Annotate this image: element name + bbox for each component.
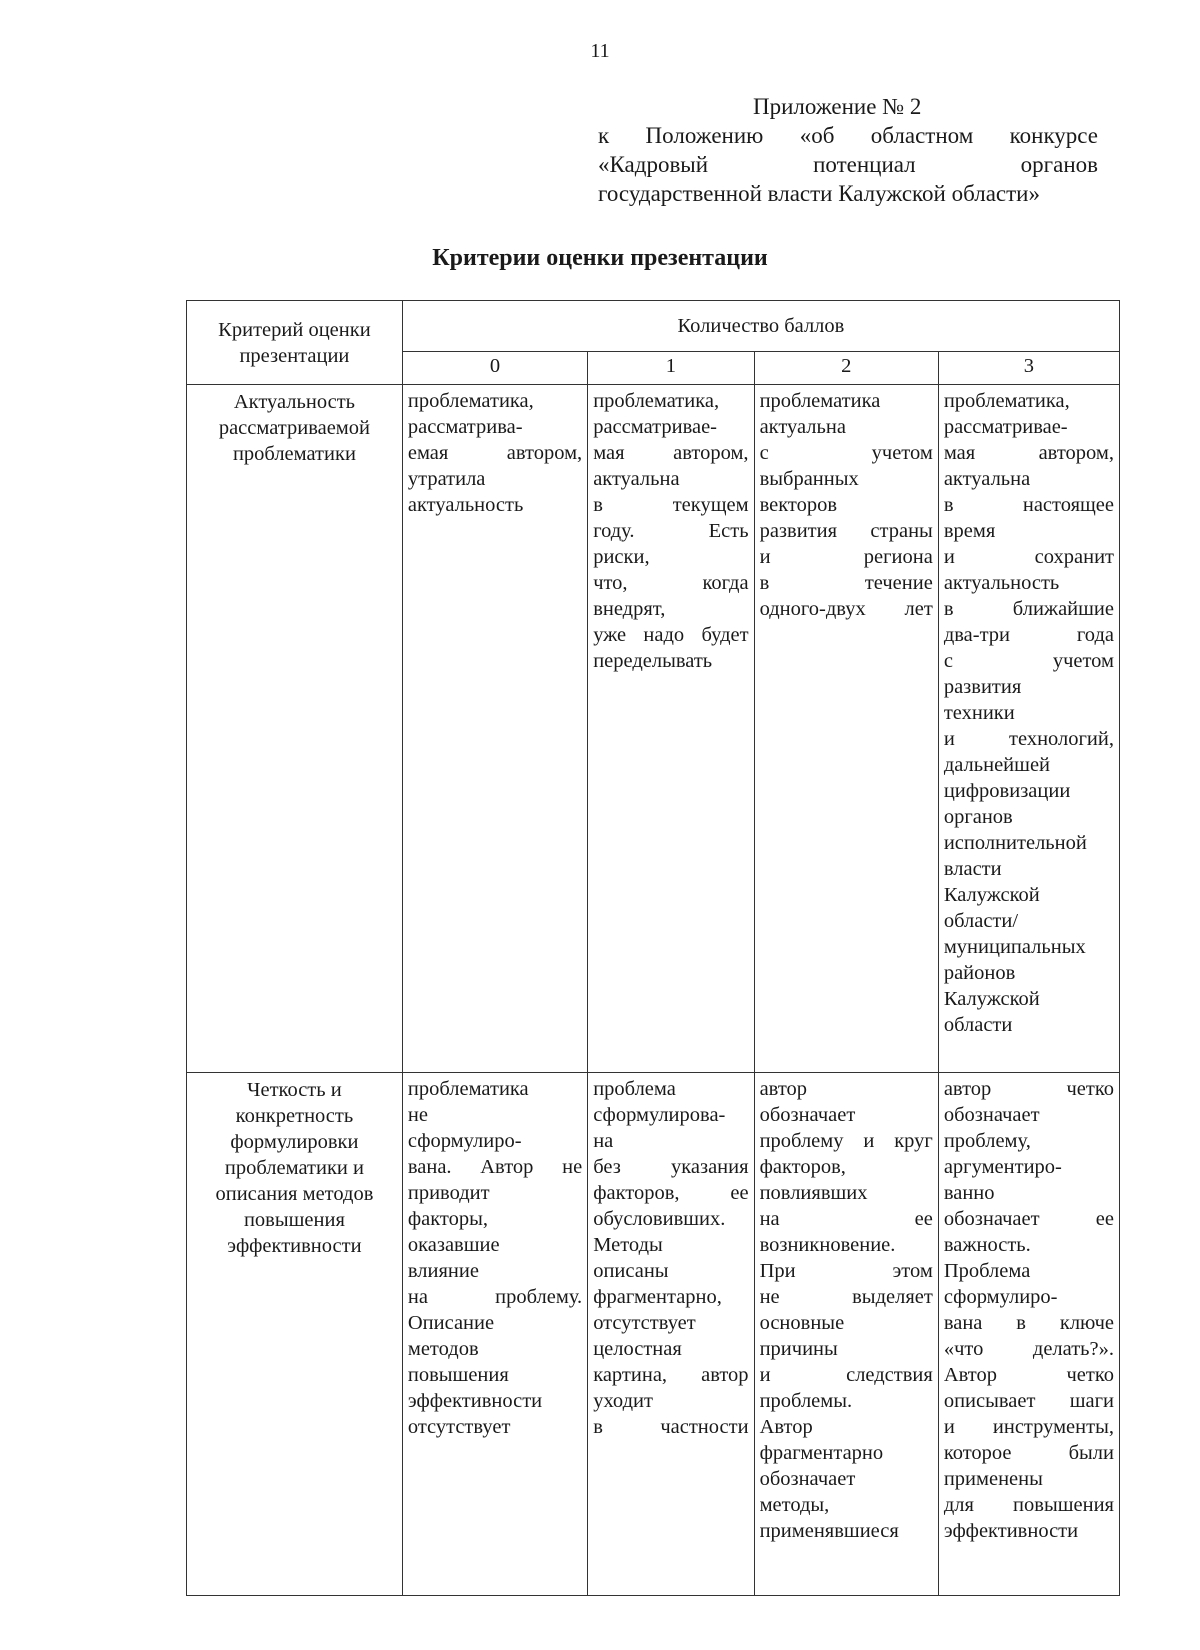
description-line: Описание: [407, 1312, 495, 1334]
description-line: власти: [943, 858, 1002, 880]
description-line: актуальна: [593, 468, 680, 490]
table-row: [187, 1073, 1120, 1596]
description-line: рассматривае-: [943, 416, 1068, 438]
description-line: эффективности: [407, 1390, 543, 1412]
description-line: одного-двух лет: [759, 598, 933, 620]
description-line: Автор: [759, 1416, 813, 1438]
score-0-description: [402, 1073, 587, 1596]
description-line: фрагментарно: [759, 1442, 884, 1464]
description-line: обусловивших.: [593, 1208, 726, 1230]
description-line: рассматривае-: [593, 416, 717, 438]
description-line: ванно: [943, 1182, 995, 1204]
description-line: сформулиро-: [943, 1286, 1058, 1308]
description-line: векторов: [759, 494, 838, 516]
description-line: проблематика,: [407, 390, 534, 412]
score-header: 2: [754, 352, 938, 385]
description-line: без указания: [593, 1156, 749, 1178]
description-line: проблематика: [407, 1078, 529, 1100]
description-line: и следствия: [759, 1364, 933, 1386]
description-line: проблематика,: [943, 390, 1070, 412]
description-line: не выделяет: [759, 1286, 933, 1308]
appendix-line: государственной власти Калужской области»: [598, 181, 1040, 206]
description-line: области: [943, 1014, 1013, 1036]
description-line: техники: [943, 702, 1015, 724]
description-line: в ближайшие: [943, 598, 1114, 620]
description-line: внедрят,: [593, 598, 666, 620]
description-line: в частности: [593, 1416, 749, 1438]
score-header: 1: [588, 352, 754, 385]
description-line: районов: [943, 962, 1016, 984]
description-line: обозначает ее: [943, 1208, 1114, 1230]
description-line: цифровизации: [943, 780, 1071, 802]
score-header: 3: [938, 352, 1119, 385]
description-line: вана. Автор не: [407, 1156, 583, 1178]
score-0-description: [402, 385, 587, 1073]
description-line: актуальность: [407, 494, 524, 516]
appendix-line: к Положению «об областном конкурсе: [598, 123, 1098, 148]
points-header: Количество баллов: [402, 301, 1119, 352]
description-line: рассматрива-: [407, 416, 523, 438]
description-line: риски,: [593, 546, 650, 568]
description-line: актуальность: [943, 572, 1060, 594]
description-line: При этом: [759, 1260, 933, 1282]
description-line: сформулирова-: [593, 1104, 726, 1126]
description-line: автор четко: [943, 1078, 1114, 1100]
description-line: которое были: [943, 1442, 1114, 1464]
description-line: фрагментарно,: [593, 1286, 722, 1308]
description-line: актуальна: [759, 416, 846, 438]
page-number: 11: [590, 40, 610, 62]
description-line: Методы: [593, 1234, 663, 1256]
score-3-description: [938, 1073, 1119, 1596]
description-line: и инструменты,: [943, 1416, 1114, 1438]
description-line: описывает шаги: [943, 1390, 1114, 1412]
appendix-line: «Кадровый потенциал органов: [598, 152, 1098, 177]
description-line: с учетом: [943, 650, 1114, 672]
score-1-description: [588, 385, 754, 1073]
description-line: в настоящее: [943, 494, 1114, 516]
description-line: вана в ключе: [943, 1312, 1114, 1334]
description-line: актуальна: [943, 468, 1031, 490]
description-line: развития: [943, 676, 1022, 698]
description-line: исполнительной: [943, 832, 1087, 854]
description-line: важность.: [943, 1234, 1031, 1256]
description-line: приводит: [407, 1182, 490, 1204]
score-1-description: [588, 1073, 754, 1596]
description-line: на: [593, 1130, 614, 1152]
criterion-header: Критерий оценки презентации: [187, 301, 403, 385]
description-line: переделывать: [593, 650, 713, 672]
score-header: 0: [402, 352, 587, 385]
description-line: факторов,: [759, 1156, 846, 1178]
description-line: два-три года: [943, 624, 1114, 646]
description-line: картина, автор: [593, 1364, 749, 1386]
description-line: Калужской: [943, 988, 1040, 1010]
description-line: проблематика,: [593, 390, 720, 412]
description-line: на ее: [759, 1208, 933, 1230]
description-line: выбранных: [759, 468, 859, 490]
document-title: Критерии оценки презентации: [432, 245, 768, 271]
description-line: сформулиро-: [407, 1130, 522, 1152]
description-line: Калужской: [943, 884, 1040, 906]
description-line: проблемы.: [759, 1390, 853, 1412]
description-line: утратила: [407, 468, 486, 490]
description-line: в течение: [759, 572, 933, 594]
description-line: применены: [943, 1468, 1043, 1490]
description-line: обозначает: [759, 1468, 856, 1490]
description-line: на проблему.: [407, 1286, 583, 1308]
table-row: [187, 385, 1120, 1073]
description-line: году. Есть: [593, 520, 749, 542]
description-line: факторы,: [407, 1208, 489, 1230]
description-line: проблема: [593, 1078, 676, 1100]
description-line: области/: [943, 910, 1019, 932]
description-line: причины: [759, 1338, 838, 1360]
description-line: отсутствует: [593, 1312, 696, 1334]
score-3-description: [938, 385, 1119, 1073]
description-line: с учетом: [759, 442, 933, 464]
description-line: Автор четко: [943, 1364, 1114, 1386]
description-line: уже надо будет: [593, 624, 749, 646]
description-line: и технологий,: [943, 728, 1114, 750]
description-line: оказавшие: [407, 1234, 500, 1256]
criterion-cell: Актуальность рассматриваемой проблематики: [187, 385, 403, 1073]
description-line: отсутствует: [407, 1416, 511, 1438]
description-line: обозначает: [943, 1104, 1040, 1126]
description-line: и сохранит: [943, 546, 1114, 568]
description-line: аргументиро-: [943, 1156, 1062, 1178]
description-line: повлиявших: [759, 1182, 868, 1204]
description-line: муниципальных: [943, 936, 1086, 958]
description-line: обозначает: [759, 1104, 856, 1126]
description-line: уходит: [593, 1390, 653, 1412]
description-line: для повышения: [943, 1494, 1114, 1516]
score-2-description: [754, 385, 938, 1073]
description-line: время: [943, 520, 996, 542]
description-line: возникновение.: [759, 1234, 896, 1256]
description-line: эффективности: [943, 1520, 1079, 1542]
description-line: развития страны: [759, 520, 933, 542]
description-line: проблематика: [759, 390, 881, 412]
description-line: описаны: [593, 1260, 669, 1282]
description-line: автор: [759, 1078, 808, 1100]
description-line: емая автором,: [407, 442, 583, 464]
description-line: проблему и круг: [759, 1130, 933, 1152]
appendix-title: Приложение № 2: [753, 94, 922, 119]
description-line: что, когда: [593, 572, 749, 594]
description-line: мая автором,: [943, 442, 1114, 464]
score-2-description: [754, 1073, 938, 1596]
description-line: факторов, ее: [593, 1182, 749, 1204]
appendix-header: [598, 92, 1098, 208]
description-line: основные: [759, 1312, 845, 1334]
description-line: не: [407, 1104, 428, 1126]
description-line: методов: [407, 1338, 479, 1360]
description-line: проблему,: [943, 1130, 1031, 1152]
description-line: дальнейшей: [943, 754, 1051, 776]
description-line: влияние: [407, 1260, 479, 1282]
description-line: Проблема: [943, 1260, 1031, 1282]
criteria-table: [186, 300, 1120, 1596]
description-line: применявшиеся: [759, 1520, 899, 1542]
description-line: «что делать?».: [943, 1338, 1114, 1360]
description-line: повышения: [407, 1364, 509, 1386]
description-line: целостная: [593, 1338, 682, 1360]
description-line: мая автором,: [593, 442, 749, 464]
description-line: в текущем: [593, 494, 749, 516]
description-line: методы,: [759, 1494, 830, 1516]
description-line: и региона: [759, 546, 933, 568]
criterion-cell: Четкость и конкретность формулировки проблематики и описания методов повышения эффективности: [187, 1073, 403, 1596]
description-line: органов: [943, 806, 1013, 828]
